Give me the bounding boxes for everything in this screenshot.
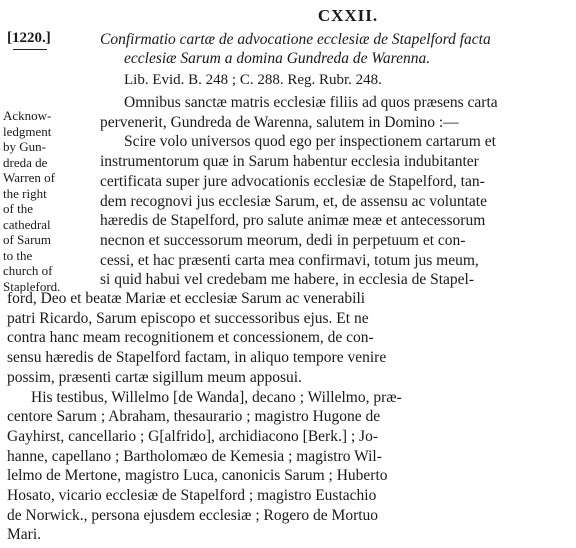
- text-line: Omnibus sanctæ matris ecclesiæ filiis ad quos præsens carta: [124, 94, 498, 111]
- marginal-note: [3, 108, 87, 294]
- year-underline: [13, 49, 47, 50]
- text-line: si quid habui vel credebam me habere, in ecclesia de Stapel-: [100, 271, 474, 289]
- text-line: necnon et successorum meorum, dedi in perpetuum et con-: [100, 231, 466, 249]
- text-line: patri Ricardo, Sarum episcopo et successoribus ejus. Et ne: [7, 309, 369, 327]
- marginal-note-line: Acknow-: [3, 108, 52, 123]
- charter-text-indented: [100, 93, 566, 290]
- marginal-note-line: Warren of: [3, 170, 56, 185]
- text-line: contra hanc meam recognitionem et concessionem, de con-: [7, 329, 374, 347]
- charter-year: [1220.]: [7, 30, 51, 46]
- witness-line: Mari.: [7, 526, 42, 544]
- text-line: pervenerit, Gundreda de Warenna, salutem in Domino :—: [100, 113, 459, 131]
- text-line: dem recognovi jus ecclesiæ Sarum, et, de assensu ac voluntate: [100, 192, 487, 210]
- charter-text-full: [7, 289, 567, 545]
- source-references: Lib. Evid. B. 248 ; C. 288. Reg. Rubr. 248.: [124, 72, 382, 88]
- charter-title: [100, 30, 562, 68]
- title-line-1: Confirmatio cartæ de advocatione ecclesiæ de Stapelford facta: [100, 31, 491, 48]
- text-line: possim, præsenti cartæ sigillum meum apposui.: [7, 368, 302, 386]
- witness-line: hanne, capellano ; Bartholomæo de Kemesia ; magistro Wil-: [7, 447, 382, 465]
- witness-line: de Norwick., persona ejusdem ecclesiæ ; Rogero de Mortuo: [7, 506, 379, 524]
- witness-line: lelmo de Mertone, magistro Luca, canonicis Sarum ; Huberto: [7, 467, 388, 485]
- text-line: cessi, et hac præsenti carta mea confirmavi, totum jus meum,: [100, 251, 479, 269]
- marginal-note-line: by Gun-: [3, 139, 46, 154]
- charter-number-heading: CXXII.: [317, 6, 379, 25]
- marginal-note-line: the right: [3, 185, 47, 201]
- marginal-note-line: dreda de: [3, 154, 48, 170]
- text-line: certificata super jure advocationis ecclesiæ de Stapelford, tan-: [100, 172, 485, 190]
- witness-line: Hosato, vicario ecclesiæ de Stapelford ; magistro Eustachio: [7, 487, 377, 505]
- marginal-note-line: cathedral: [3, 216, 51, 232]
- marginal-note-line: of Sarum: [3, 232, 52, 247]
- text-line: hæredis de Stapelford, pro salute animæ meæ et antecessorum: [100, 212, 486, 230]
- title-line-2: ecclesiæ Sarum a domina Gundreda de Warenna.: [124, 50, 431, 67]
- text-line: sensu hæredis de Stapelford factam, in aliquo tempore venire: [7, 349, 387, 367]
- witness-line: His testibus, Willelmo [de Wanda], decano ; Willelmo, præ-: [31, 388, 402, 406]
- marginal-note-line: ledgment: [3, 123, 52, 139]
- witness-line: Gayhirst, cancellario ; G[alfrido], archidiacono [Berk.] ; Jo-: [7, 427, 378, 445]
- marginal-note-line: church of: [3, 263, 53, 278]
- text-line: ford, Deo et beatæ Mariæ et ecclesiæ Sarum ac venerabili: [7, 290, 366, 307]
- marginal-note-line: to the: [3, 247, 33, 263]
- text-line: Scire volo universos quod ego per inspectionem cartarum et: [124, 133, 496, 151]
- marginal-note-line: Stapleford.: [3, 278, 61, 294]
- marginal-note-line: of the: [3, 201, 33, 216]
- witness-line: centore Sarum ; Abraham, thesaurario ; magistro Hugone de: [7, 408, 381, 426]
- text-line: instrumentorum quæ in Sarum habentur ecclesia indubitanter: [100, 153, 479, 171]
